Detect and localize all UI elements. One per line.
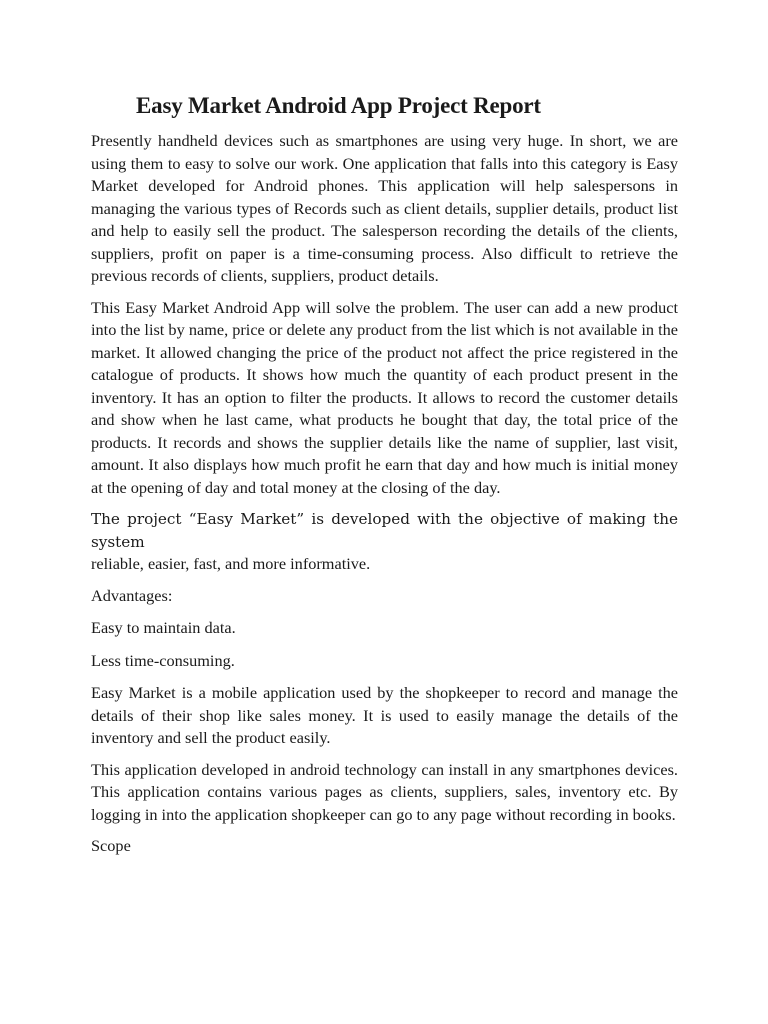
paragraph-objective [91, 508, 678, 576]
paragraph-description: Easy Market is a mobile application used by the shopkeeper to record and manage the details of their shop like sales money. It is used to easily manage the details of the inventory and sell the product easily. [91, 683, 678, 747]
objective-lead: The project “Easy Market” is developed with the objective of making the system [91, 510, 678, 551]
paragraph-technology: This application developed in android technology can install in any smartphones devices. This application contains various pages as clients, suppliers, sales, inventory etc. By logging in into the application shopkeeper can go to any page without recording in books. [91, 759, 678, 824]
document-title: Easy Market Android App Project Report [136, 93, 541, 118]
paragraph-solution: This Easy Market Android App will solve the problem. The user can add a new product into the list by name, price or delete any product from the list which is not available in the market. It allowed changing the price of the product not affect the price registered in the catalogue of products. It shows how much the quantity of each product present in the inventory. It has an option to filter the products. It allows to record the customer details and show when he last came, what products he bought that day, the total price of the products. It records and shows the supplier details like the name of supplier, last visit, amount. It also displays how much profit he earn that day and how much is initial money at the opening of day and total money at the closing of the day. [91, 297, 678, 497]
scope-heading: Scope [91, 836, 131, 855]
paragraph-intro: Presently handheld devices such as smartphones are using very huge. In short, we are using them to easy to solve our work. One application that falls into this category is Easy Market developed for Android phones. This application will help salespersons in managing the various types of Records such as client details, supplier details, product list and help to easily sell the product. The salesperson recording the details of the clients, suppliers, profit on paper is a time-consuming process. Also difficult to retrieve the previous records of clients, suppliers, product details. [91, 131, 678, 285]
document-body [91, 130, 678, 867]
advantages-heading: Advantages: [91, 585, 173, 605]
objective-tail: reliable, easier, fast, and more informative. [91, 554, 371, 573]
advantage-item-2: Less time-consuming. [91, 650, 235, 670]
advantage-item-1: Easy to maintain data. [91, 618, 236, 637]
